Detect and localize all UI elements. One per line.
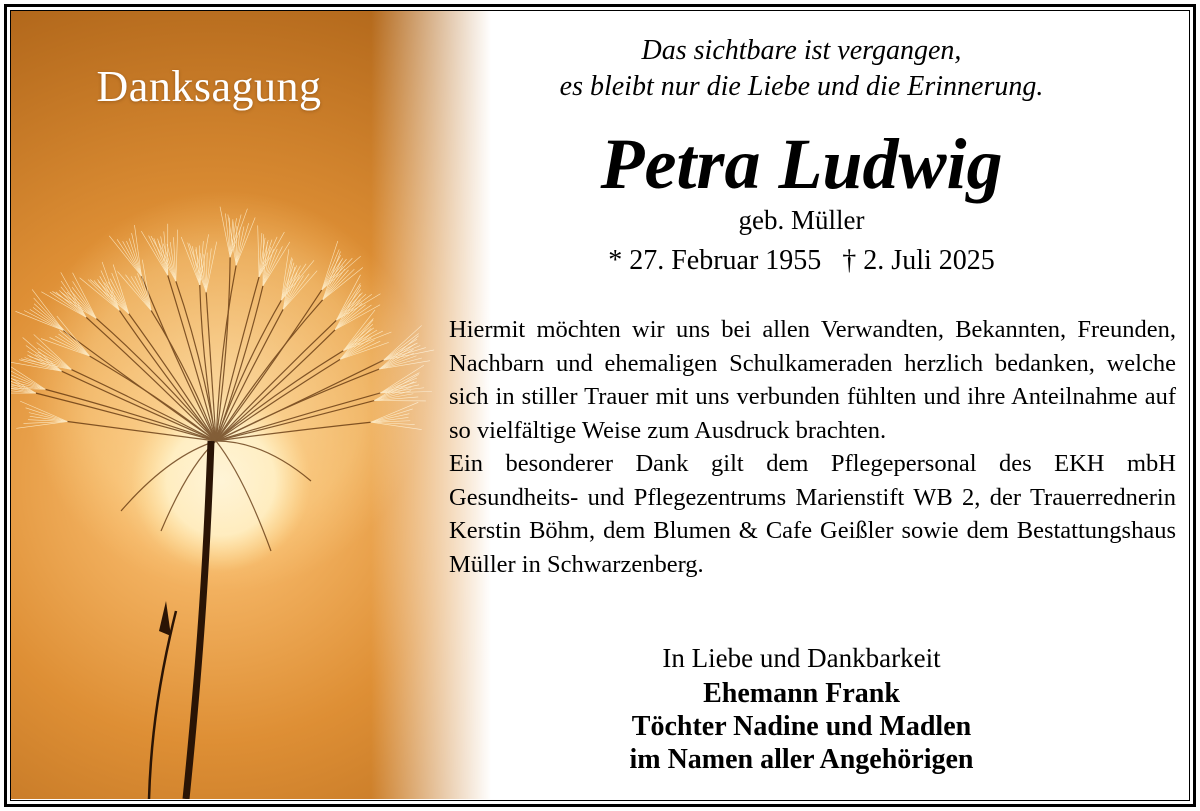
signature-line-2: Töchter Nadine und Madlen	[631, 711, 972, 742]
dandelion-sunset-photo	[11, 11, 491, 799]
obituary-card	[10, 10, 1190, 801]
obituary-text-panel	[429, 11, 1174, 799]
message-paragraph-1: Hiermit möchten wir uns bei allen Verwandten, Bekannten, Freunden, Nachbarn und ehemaligen Schulkameraden herzlich bedanken, welche sich in stiller Trauer mit uns verbunden fühlten und ihre Anteilnahme auf so vielfältige Weise zum Ausdruck brachten.	[449, 316, 1176, 444]
danksagung-heading: Danksagung	[96, 62, 322, 111]
maiden-name: geb. Müller	[738, 205, 865, 235]
deceased-name: Petra Ludwig	[600, 124, 1003, 204]
closing-line: In Liebe und Dankbarkeit	[662, 643, 941, 673]
memorial-quote	[429, 33, 1174, 105]
thank-you-message	[449, 313, 1176, 581]
life-dates: * 27. Februar 1955 † 2. Juli 2025	[608, 245, 995, 276]
signature-line-1: Ehemann Frank	[703, 678, 900, 709]
quote-line-1: Das sichtbare ist vergangen,	[641, 35, 962, 66]
signature-line-3: im Namen aller Angehörigen	[629, 744, 974, 775]
signatures	[429, 677, 1174, 776]
message-paragraph-2: Ein besonderer Dank gilt dem Pflegepersonal des EKH mbH Gesundheits- und Pflegezentrums Marienstift WB 2, der Trauerrednerin Kerstin Böhm, dem Blumen & Cafe Geißler sowie dem Bestattungshaus Müller in Schwarzenberg.	[449, 450, 1176, 578]
quote-line-2: es bleibt nur die Liebe und die Erinnerung.	[559, 71, 1044, 102]
